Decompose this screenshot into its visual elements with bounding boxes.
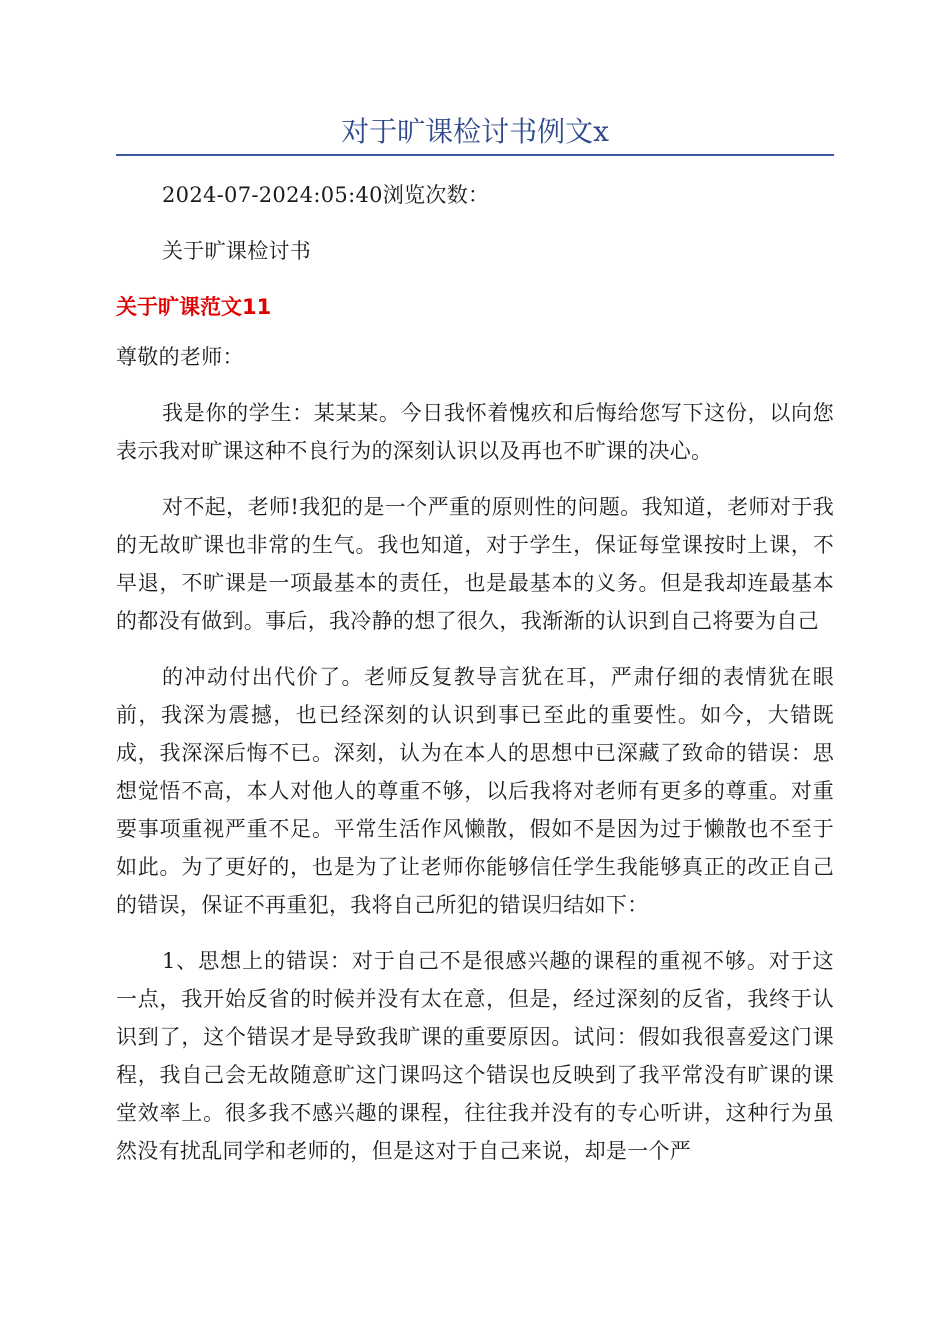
paragraph: 对不起，老师!我犯的是一个严重的原则性的问题。我知道，老师对于我的无故旷课也非常的生气。我也知道，对于学生，保证每堂课按时上课，不早退，不旷课是一项最基本的责任，也是最基本的义务。但是我却连最基本的都没有做到。事后，我冷静的想了很久，我渐渐的认识到自己将要为自己 xyxy=(116,495,834,633)
paragraph: 我是你的学生：某某某。今日我怀着愧疚和后悔给您写下这份，以向您表示我对旷课这种不良行为的深刻认识以及再也不旷课的决心。 xyxy=(116,401,834,463)
paragraph: 1、思想上的错误：对于自己不是很感兴趣的课程的重视不够。对于这一点，我开始反省的时候并没有太在意，但是，经过深刻的反省，我终于认识到了，这个错误才是导致我旷课的重要原因。试问：假如我很喜爱这门课程，我自己会无故随意旷这门课吗这个错误也反映到了我平常没有旷课的课堂效率上。很多我不感兴趣的课程，往往我并没有的专心听讲，这种行为虽然没有扰乱同学和老师的，但是这对于自己来说，却是一个严 xyxy=(116,949,834,1163)
document-title: 对于旷课检讨书例文x xyxy=(341,115,609,148)
subtitle: 关于旷课检讨书 xyxy=(162,239,312,263)
paragraph: 的冲动付出代价了。老师反复教导言犹在耳，严肃仔细的表情犹在眼前，我深为震撼，也已经深刻的认识到事已至此的重要性。如今，大错既成，我深深后悔不已。深刻，认为在本人的思想中已深藏了致命的错误：思想觉悟不高，本人对他人的尊重不够，以后我将对老师有更多的尊重。对重要事项重视严重不足。平常生活作风懒散，假如不是因为过于懒散也不至于如此。为了更好的，也是为了让老师你能够信任学生我能够真正的改正自己的错误，保证不再重犯，我将自己所犯的错误归结如下： xyxy=(116,665,834,917)
section-heading: 关于旷课范文11 xyxy=(116,295,272,319)
document-body xyxy=(116,176,834,1170)
title-underline xyxy=(116,154,834,156)
meta-line: 2024-07-2024:05:40浏览次数： xyxy=(162,183,490,207)
salutation: 尊敬的老师： xyxy=(116,345,244,369)
